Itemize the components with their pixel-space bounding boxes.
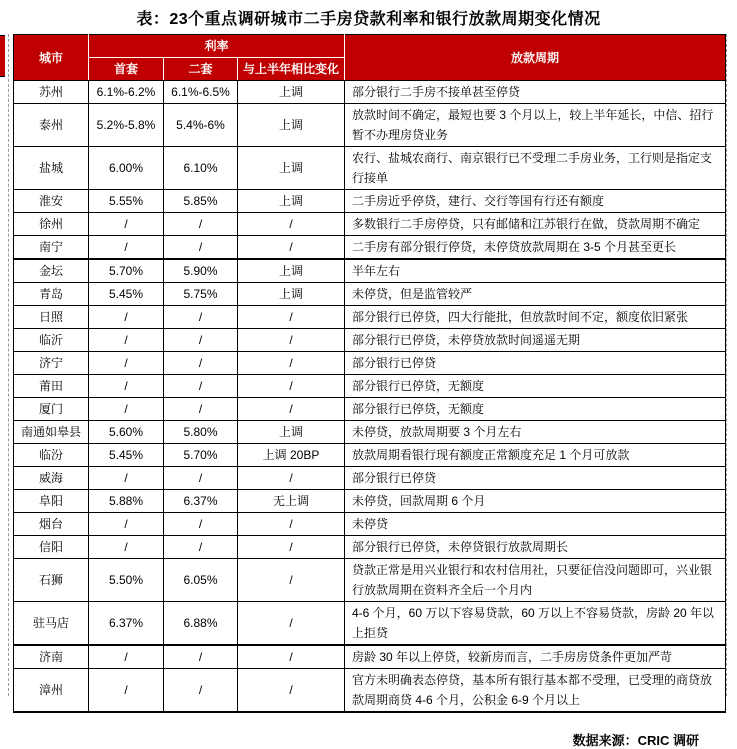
header-first-home: 首套 bbox=[89, 58, 164, 81]
table-body bbox=[14, 81, 726, 713]
second-home-rate-cell: / bbox=[164, 236, 238, 260]
first-home-rate-cell: / bbox=[89, 645, 164, 669]
city-cell: 徐州 bbox=[14, 213, 89, 236]
lending-cycle-cell: 二手房有部分银行停贷，未停贷放款周期在 3-5 个月甚至更长 bbox=[345, 236, 726, 260]
change-cell: / bbox=[238, 306, 345, 329]
first-home-rate-cell: 5.55% bbox=[89, 190, 164, 213]
first-home-rate-cell: 5.60% bbox=[89, 421, 164, 444]
second-home-rate-cell: / bbox=[164, 513, 238, 536]
second-home-rate-cell: 5.85% bbox=[164, 190, 238, 213]
second-home-rate-cell: / bbox=[164, 213, 238, 236]
lending-cycle-cell: 4-6 个月，60 万以下容易贷款，60 万以上不容易贷款，房龄 20 年以上拒贷 bbox=[345, 602, 726, 646]
second-home-rate-cell: 6.05% bbox=[164, 559, 238, 602]
second-home-rate-cell: / bbox=[164, 536, 238, 559]
city-cell: 信阳 bbox=[14, 536, 89, 559]
lending-cycle-cell: 未停贷，但是监管较严 bbox=[345, 283, 726, 306]
second-home-rate-cell: 5.4%-6% bbox=[164, 104, 238, 147]
table-row bbox=[14, 190, 726, 213]
change-cell: / bbox=[238, 513, 345, 536]
first-home-rate-cell: 5.88% bbox=[89, 490, 164, 513]
second-home-rate-cell: 6.1%-6.5% bbox=[164, 81, 238, 104]
first-home-rate-cell: / bbox=[89, 513, 164, 536]
first-home-rate-cell: / bbox=[89, 329, 164, 352]
table-row bbox=[14, 444, 726, 467]
first-home-rate-cell: / bbox=[89, 236, 164, 260]
city-cell: 驻马店 bbox=[14, 602, 89, 646]
second-home-rate-cell: / bbox=[164, 669, 238, 713]
second-home-rate-cell: 6.88% bbox=[164, 602, 238, 646]
table-row bbox=[14, 352, 726, 375]
table-row bbox=[14, 283, 726, 306]
city-cell: 南宁 bbox=[14, 236, 89, 260]
table-row bbox=[14, 81, 726, 104]
table-row bbox=[14, 104, 726, 147]
lending-cycle-cell: 农行、盐城农商行、南京银行已不受理二手房业务，工行则是指定支行接单 bbox=[345, 147, 726, 190]
change-cell: / bbox=[238, 352, 345, 375]
city-cell: 临沂 bbox=[14, 329, 89, 352]
lending-cycle-cell: 部分银行已停贷，未停贷放款时间遥遥无期 bbox=[345, 329, 726, 352]
lending-cycle-cell: 房龄 30 年以上停贷，较新房而言，二手房房贷条件更加严苛 bbox=[345, 645, 726, 669]
page-break-line-right bbox=[726, 34, 727, 696]
table-row bbox=[14, 559, 726, 602]
lending-cycle-cell: 放款时间不确定，最短也要 3 个月以上，较上半年延长，中信、招行暂不办理房贷业务 bbox=[345, 104, 726, 147]
lending-cycle-cell: 未停贷 bbox=[345, 513, 726, 536]
change-cell: 上调 bbox=[238, 104, 345, 147]
change-cell: / bbox=[238, 602, 345, 646]
city-cell: 厦门 bbox=[14, 398, 89, 421]
lending-cycle-cell: 部分银行二手房不接单甚至停贷 bbox=[345, 81, 726, 104]
header-change-vs-h1: 与上半年相比变化 bbox=[238, 58, 345, 81]
lending-cycle-cell: 未停贷，放款周期要 3 个月左右 bbox=[345, 421, 726, 444]
second-home-rate-cell: 6.10% bbox=[164, 147, 238, 190]
second-home-rate-cell: 5.80% bbox=[164, 421, 238, 444]
city-cell: 济宁 bbox=[14, 352, 89, 375]
header-rate-group: 利率 bbox=[89, 35, 345, 58]
second-home-rate-cell: / bbox=[164, 375, 238, 398]
second-home-rate-cell: / bbox=[164, 352, 238, 375]
table-row bbox=[14, 259, 726, 283]
change-cell: 上调 20BP bbox=[238, 444, 345, 467]
second-home-rate-cell: 5.70% bbox=[164, 444, 238, 467]
table-row bbox=[14, 421, 726, 444]
city-cell: 漳州 bbox=[14, 669, 89, 713]
lending-cycle-cell: 贷款正常是用兴业银行和农村信用社，只要征信没问题即可，兴业银行放款周期在资料齐全后一个月内 bbox=[345, 559, 726, 602]
city-cell: 阜阳 bbox=[14, 490, 89, 513]
lending-cycle-cell: 部分银行已停贷，未停贷银行放款周期长 bbox=[345, 536, 726, 559]
lending-cycle-cell: 官方未明确表态停贷，基本所有银行基本都不受理，已受理的商贷放款周期商贷 4-6 个月，公积金 6-9 个月以上 bbox=[345, 669, 726, 713]
left-edge-header-sliver bbox=[0, 35, 5, 77]
second-home-rate-cell: / bbox=[164, 306, 238, 329]
city-cell: 盐城 bbox=[14, 147, 89, 190]
change-cell: / bbox=[238, 536, 345, 559]
city-cell: 石狮 bbox=[14, 559, 89, 602]
change-cell: 上调 bbox=[238, 147, 345, 190]
first-home-rate-cell: 5.50% bbox=[89, 559, 164, 602]
first-home-rate-cell: 5.45% bbox=[89, 444, 164, 467]
second-home-rate-cell: / bbox=[164, 329, 238, 352]
table-row bbox=[14, 375, 726, 398]
city-cell: 烟台 bbox=[14, 513, 89, 536]
first-home-rate-cell: 5.45% bbox=[89, 283, 164, 306]
header-lending-cycle: 放款周期 bbox=[345, 35, 726, 81]
change-cell: / bbox=[238, 213, 345, 236]
change-cell: 上调 bbox=[238, 81, 345, 104]
table-row bbox=[14, 490, 726, 513]
city-cell: 苏州 bbox=[14, 81, 89, 104]
loan-rate-table bbox=[13, 34, 726, 713]
lending-cycle-cell: 二手房近乎停贷，建行、交行等国有行还有额度 bbox=[345, 190, 726, 213]
second-home-rate-cell: / bbox=[164, 398, 238, 421]
table-row bbox=[14, 536, 726, 559]
first-home-rate-cell: / bbox=[89, 306, 164, 329]
lending-cycle-cell: 部分银行已停贷，无额度 bbox=[345, 375, 726, 398]
city-cell: 莆田 bbox=[14, 375, 89, 398]
header-second-home: 二套 bbox=[164, 58, 238, 81]
city-cell: 威海 bbox=[14, 467, 89, 490]
change-cell: / bbox=[238, 329, 345, 352]
table-row bbox=[14, 329, 726, 352]
change-cell: / bbox=[238, 467, 345, 490]
lending-cycle-cell: 多数银行二手房停贷，只有邮储和江苏银行在做，贷款周期不确定 bbox=[345, 213, 726, 236]
first-home-rate-cell: 6.1%-6.2% bbox=[89, 81, 164, 104]
table-row bbox=[14, 398, 726, 421]
change-cell: 上调 bbox=[238, 190, 345, 213]
data-source-note: 数据来源：CRIC 调研 bbox=[572, 733, 699, 748]
city-cell: 青岛 bbox=[14, 283, 89, 306]
lending-cycle-cell: 部分银行已停贷，无额度 bbox=[345, 398, 726, 421]
first-home-rate-cell: 6.00% bbox=[89, 147, 164, 190]
table-row bbox=[14, 602, 726, 646]
page-title: 表：23个重点调研城市二手房贷款利率和银行放款周期变化情况 bbox=[136, 11, 601, 28]
table-header bbox=[14, 35, 726, 81]
city-cell: 金坛 bbox=[14, 259, 89, 283]
city-cell: 临汾 bbox=[14, 444, 89, 467]
header-city: 城市 bbox=[14, 35, 89, 81]
city-cell: 济南 bbox=[14, 645, 89, 669]
first-home-rate-cell: / bbox=[89, 669, 164, 713]
second-home-rate-cell: / bbox=[164, 645, 238, 669]
lending-cycle-cell: 半年左右 bbox=[345, 259, 726, 283]
table-row bbox=[14, 645, 726, 669]
first-home-rate-cell: 5.2%-5.8% bbox=[89, 104, 164, 147]
second-home-rate-cell: 6.37% bbox=[164, 490, 238, 513]
page-break-line-left bbox=[8, 34, 9, 696]
table-row bbox=[14, 236, 726, 260]
lending-cycle-cell: 未停贷，回款周期 6 个月 bbox=[345, 490, 726, 513]
change-cell: 上调 bbox=[238, 259, 345, 283]
first-home-rate-cell: 6.37% bbox=[89, 602, 164, 646]
table-row bbox=[14, 467, 726, 490]
city-cell: 南通如皋县 bbox=[14, 421, 89, 444]
first-home-rate-cell: / bbox=[89, 375, 164, 398]
change-cell: 上调 bbox=[238, 421, 345, 444]
lending-cycle-cell: 部分银行已停贷，四大行能批，但放款时间不定，额度依旧紧张 bbox=[345, 306, 726, 329]
table-row bbox=[14, 306, 726, 329]
change-cell: / bbox=[238, 645, 345, 669]
change-cell: / bbox=[238, 236, 345, 260]
first-home-rate-cell: 5.70% bbox=[89, 259, 164, 283]
first-home-rate-cell: / bbox=[89, 398, 164, 421]
change-cell: / bbox=[238, 559, 345, 602]
change-cell: / bbox=[238, 398, 345, 421]
change-cell: / bbox=[238, 669, 345, 713]
first-home-rate-cell: / bbox=[89, 352, 164, 375]
table-row bbox=[14, 513, 726, 536]
table-row bbox=[14, 147, 726, 190]
second-home-rate-cell: 5.75% bbox=[164, 283, 238, 306]
city-cell: 泰州 bbox=[14, 104, 89, 147]
change-cell: 无上调 bbox=[238, 490, 345, 513]
second-home-rate-cell: / bbox=[164, 467, 238, 490]
first-home-rate-cell: / bbox=[89, 213, 164, 236]
change-cell: / bbox=[238, 375, 345, 398]
second-home-rate-cell: 5.90% bbox=[164, 259, 238, 283]
first-home-rate-cell: / bbox=[89, 536, 164, 559]
table-container bbox=[0, 34, 737, 713]
table-row bbox=[14, 213, 726, 236]
city-cell: 淮安 bbox=[14, 190, 89, 213]
first-home-rate-cell: / bbox=[89, 467, 164, 490]
lending-cycle-cell: 放款周期看银行现有额度正常额度充足 1 个月可放款 bbox=[345, 444, 726, 467]
change-cell: 上调 bbox=[238, 283, 345, 306]
table-row bbox=[14, 669, 726, 713]
lending-cycle-cell: 部分银行已停贷 bbox=[345, 352, 726, 375]
city-cell: 日照 bbox=[14, 306, 89, 329]
lending-cycle-cell: 部分银行已停贷 bbox=[345, 467, 726, 490]
